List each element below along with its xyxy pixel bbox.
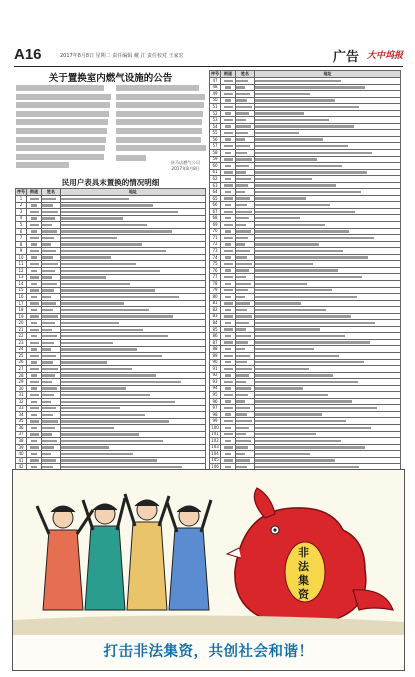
text-line — [116, 85, 199, 91]
row-number: 7 — [16, 235, 27, 242]
row-number: 79 — [210, 287, 221, 294]
dragon-char-1: 非 — [298, 546, 309, 559]
text-line — [116, 155, 146, 161]
row-number: 98 — [210, 411, 221, 418]
row-number: 11 — [16, 261, 27, 268]
row-number: 60 — [210, 163, 221, 170]
row-number: 35 — [16, 418, 27, 425]
row-number: 63 — [210, 182, 221, 189]
notice-body-right — [116, 85, 206, 155]
col-header-name: 姓名 — [42, 189, 61, 196]
row-number: 84 — [210, 320, 221, 327]
page-number: A16 — [14, 46, 42, 63]
row-number: 10 — [16, 254, 27, 261]
text-line — [116, 137, 201, 143]
col-header-street: 街道 — [27, 189, 42, 196]
row-number: 39 — [16, 444, 27, 451]
row-number: 94 — [210, 385, 221, 392]
row-number: 36 — [16, 425, 27, 432]
section-name: 广告 — [332, 50, 359, 65]
row-number: 22 — [16, 333, 27, 340]
ad-illustration — [13, 470, 404, 635]
row-number: 105 — [211, 457, 219, 463]
row-number: 25 — [16, 353, 27, 360]
row-number: 78 — [210, 280, 221, 287]
text-line — [116, 102, 204, 108]
row-number: 6 — [16, 228, 27, 235]
row-number: 4 — [16, 215, 27, 222]
row-number: 31 — [16, 392, 27, 399]
row-number: 21 — [16, 326, 27, 333]
row-number: 65 — [210, 195, 221, 202]
row-number: 16 — [16, 294, 27, 301]
text-line — [16, 128, 107, 134]
text-line — [16, 162, 69, 168]
row-number: 71 — [210, 235, 221, 242]
row-number: 88 — [210, 346, 221, 353]
col-header-no: 序号 — [211, 71, 219, 76]
row-number: 67 — [210, 208, 221, 215]
table-header-row — [210, 71, 401, 78]
row-number: 38 — [16, 438, 27, 445]
row-number: 89 — [210, 352, 221, 359]
ad-slogan: 打击非法集资，共创社会和谐！ — [103, 644, 314, 660]
issue-info: 2017年8月8日 星期二 责任编辑 戴 江 责任校对 王家宏 — [60, 53, 184, 59]
row-number: 18 — [16, 307, 27, 314]
row-number: 66 — [210, 202, 221, 209]
signature-org: 驻马店燃气公司 — [170, 160, 200, 165]
col-header-name: 姓名 — [236, 71, 255, 78]
row-number: 27 — [16, 366, 27, 373]
row-number: 20 — [16, 320, 27, 327]
row-number: 12 — [16, 268, 27, 275]
row-number: 40 — [16, 451, 27, 458]
address-table-left — [15, 188, 206, 497]
row-number: 23 — [16, 340, 27, 347]
row-number: 86 — [210, 333, 221, 340]
row-number: 30 — [16, 385, 27, 392]
text-line — [116, 94, 205, 100]
row-number: 101 — [211, 431, 219, 437]
row-number: 64 — [210, 189, 221, 196]
row-number: 76 — [210, 267, 221, 274]
notice-body-right-end — [116, 155, 146, 163]
row-number: 48 — [210, 84, 221, 91]
row-number: 1 — [16, 196, 27, 203]
text-line — [16, 145, 105, 151]
row-number: 56 — [210, 136, 221, 143]
row-number: 42 — [16, 464, 27, 471]
row-number: 28 — [16, 372, 27, 379]
protester-3 — [125, 494, 169, 610]
row-number: 102 — [211, 437, 219, 443]
row-number: 74 — [210, 254, 221, 261]
row-number: 95 — [210, 392, 221, 399]
row-number: 19 — [16, 313, 27, 320]
row-number: 33 — [16, 405, 27, 412]
row-number: 3 — [16, 209, 27, 216]
text-line — [16, 85, 104, 91]
col-header-street: 街道 — [221, 71, 236, 78]
row-number: 14 — [16, 281, 27, 288]
text-line — [16, 102, 110, 108]
row-number: 70 — [210, 228, 221, 235]
row-number: 54 — [210, 123, 221, 130]
row-number: 61 — [210, 169, 221, 176]
row-number: 34 — [16, 412, 27, 419]
page-header — [14, 46, 403, 67]
text-line — [16, 94, 111, 100]
row-number: 37 — [16, 431, 27, 438]
row-number: 32 — [16, 398, 27, 405]
signature-date: 2017年8月8日 — [171, 166, 200, 171]
row-number: 50 — [210, 97, 221, 104]
text-line — [16, 154, 104, 160]
row-number: 58 — [210, 150, 221, 157]
row-number: 52 — [210, 110, 221, 117]
text-line — [116, 111, 203, 117]
row-number: 47 — [210, 78, 221, 85]
row-number: 2 — [16, 202, 27, 209]
text-line — [16, 137, 106, 143]
row-number: 8 — [16, 241, 27, 248]
row-number: 82 — [210, 307, 221, 314]
row-number: 26 — [16, 359, 27, 366]
row-number: 100 — [211, 424, 219, 430]
row-number: 104 — [211, 450, 219, 456]
row-number: 73 — [210, 248, 221, 255]
row-number: 92 — [210, 372, 221, 379]
notice-signature — [165, 160, 200, 172]
row-number: 62 — [210, 176, 221, 183]
row-number: 59 — [210, 156, 221, 163]
row-number: 80 — [210, 294, 221, 301]
anti-illegal-fundraising-ad — [12, 469, 405, 671]
row-number: 13 — [16, 274, 27, 281]
row-number: 41 — [16, 457, 27, 464]
row-number: 83 — [210, 313, 221, 320]
text-line — [116, 119, 202, 125]
row-number: 5 — [16, 222, 27, 229]
row-number: 49 — [210, 91, 221, 98]
row-number: 72 — [210, 241, 221, 248]
col-header-no: 序号 — [17, 189, 25, 194]
row-number: 69 — [210, 222, 221, 229]
text-line — [116, 145, 206, 151]
dragon-char-4: 资 — [298, 588, 309, 601]
text-line — [116, 128, 202, 134]
row-number: 17 — [16, 300, 27, 307]
row-number: 96 — [210, 398, 221, 405]
row-number: 15 — [16, 287, 27, 294]
row-number: 24 — [16, 346, 27, 353]
col-header-address: 地址 — [61, 189, 206, 196]
row-number: 97 — [210, 405, 221, 412]
row-number: 90 — [210, 359, 221, 366]
row-number: 55 — [210, 130, 221, 137]
text-line — [16, 111, 109, 117]
dragon-char-3: 集 — [298, 574, 309, 587]
newspaper-logo: 大中坞报 — [366, 51, 403, 61]
row-number: 87 — [210, 339, 221, 346]
row-number: 91 — [210, 366, 221, 373]
row-number: 106 — [211, 464, 219, 470]
row-number: 9 — [16, 248, 27, 255]
dragon-char-2: 法 — [298, 560, 309, 573]
row-number: 53 — [210, 117, 221, 124]
table-header-row — [16, 189, 206, 196]
text-line — [16, 119, 108, 125]
notice-title: 关于置换室内燃气设施的公告 — [48, 73, 173, 84]
row-number: 103 — [211, 444, 219, 450]
row-number: 81 — [210, 300, 221, 307]
table-title: 民用户表具末置换的情况明细 — [61, 178, 160, 187]
row-number: 68 — [210, 215, 221, 222]
row-number: 51 — [210, 104, 221, 111]
row-number: 77 — [210, 274, 221, 281]
row-number: 85 — [210, 326, 221, 333]
row-number: 57 — [210, 143, 221, 150]
row-number: 99 — [210, 418, 221, 425]
row-number: 75 — [210, 261, 221, 268]
row-number: 93 — [210, 379, 221, 386]
col-header-address: 地址 — [255, 71, 401, 78]
row-number: 29 — [16, 379, 27, 386]
address-table-right — [209, 70, 401, 536]
notice-body-left — [16, 85, 112, 173]
